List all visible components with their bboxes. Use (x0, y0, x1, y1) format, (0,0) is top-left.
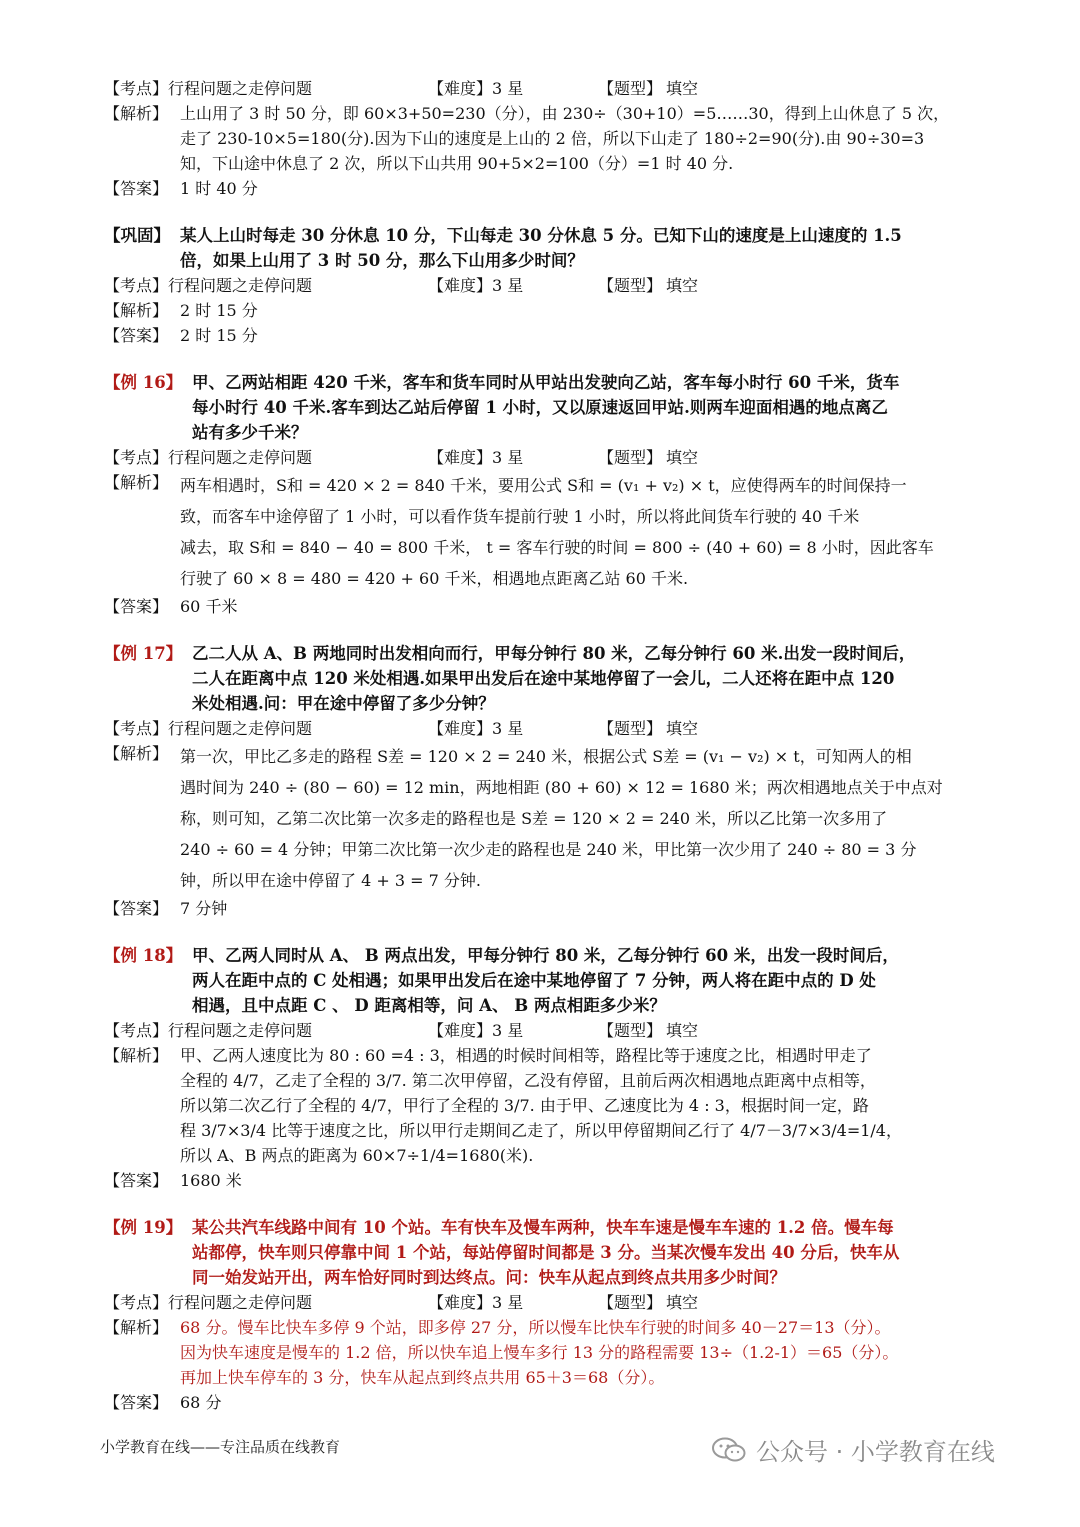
document-body (104, 76, 984, 1437)
page-footer: 小学教育在线——专注品质在线教育 (100, 1438, 341, 1456)
jiexi-row (104, 1043, 984, 1168)
kaodian-value: 行程问题之走停问题 (168, 448, 313, 467)
jiexi-line: 240 ÷ 60 = 4 分钟；甲第二次比第一次少走的路程也是 240 米，甲比第一次少用了 240 ÷ 80 = 3 分 (180, 840, 917, 859)
nandu-label: 【难度】 (428, 276, 493, 295)
question-line: 某人上山时每走 30 分休息 10 分，下山每走 30 分休息 5 分。已知下山的速度是上山速度的 1.5 (180, 226, 902, 245)
kaodian-value: 行程问题之走停问题 (168, 1021, 313, 1040)
kaodian-label: 【考点】 (104, 719, 169, 738)
question-line: 站都停，快车则只停靠中间 1 个站，每站停留时间都是 3 分。当某次慢车发出 40 分后，快车从 (192, 1243, 900, 1262)
tixing-value: 填空 (666, 448, 699, 467)
jiexi-line: 因为快车速度是慢车的 1.2 倍，所以快车追上慢车多行 13 分的路程需要 13÷（1.2-1）＝65（分）。 (180, 1343, 899, 1362)
jiexi-row (104, 470, 984, 594)
tixing-label: 【题型】 (598, 1021, 663, 1040)
kaodian-label: 【考点】 (104, 448, 169, 467)
tixing-label: 【题型】 (598, 448, 663, 467)
question-row (104, 1215, 984, 1290)
question-row (104, 370, 984, 445)
daan-label: 【答案】 (104, 1171, 169, 1190)
jiexi-line: 上山用了 3 时 50 分，即 60×3+50=230（分），由 230÷（30+10）=5……30，得到上山休息了 5 次， (180, 104, 950, 123)
jiexi-row (104, 101, 984, 176)
jiexi-line: 所以 A、B 两点的距离为 60×7÷1/4=1680(米). (180, 1146, 534, 1165)
jiexi-line: 第一次，甲比乙多走的路程 S差 = 120 × 2 = 240 米，根据公式 S差 = (v₁ − v₂) × t，可知两人的相 (180, 747, 912, 766)
tixing-value: 填空 (666, 276, 699, 295)
question-line: 二人在距离中点 120 米处相遇.如果甲出发后在途中某地停留了一会儿，二人还将在距中点 120 (192, 669, 895, 688)
jiexi-line: 再加上快车停车的 3 分，快车从起点到终点共用 65＋3＝68（分）。 (180, 1368, 665, 1387)
jiexi-line: 甲、乙两人速度比为 80 : 60 =4 : 3，相遇的时候时间相等，路程比等于速度之比，相遇时甲走了 (180, 1046, 872, 1065)
problem-block (104, 943, 984, 1193)
tixing-label: 【题型】 (598, 79, 663, 98)
daan-value: 68 分 (180, 1393, 222, 1412)
question-line: 甲、乙两站相距 420 千米，客车和货车同时从甲站出发驶向乙站，客车每小时行 60 千米，货车 (192, 373, 900, 392)
nandu-value: 3 星 (492, 1021, 524, 1040)
kaodian-label: 【考点】 (104, 1021, 169, 1040)
example-label: 【例 16】 (104, 373, 183, 392)
question-line: 每小时行 40 千米.客车到达乙站后停留 1 小时，又以原速返回甲站.则两车迎面相遇的地点离乙 (192, 398, 888, 417)
watermark-text: 公众号 · 小学教育在线 (756, 1438, 995, 1466)
nandu-value: 3 星 (492, 448, 524, 467)
nandu-value: 3 星 (492, 719, 524, 738)
jiexi-line: 全程的 4/7，乙走了全程的 3/7. 第二次甲停留，乙没有停留，且前后两次相遇地点距离中点相等， (180, 1071, 876, 1090)
jiexi-line: 程 3/7×3/4 比等于速度之比，所以甲行走期间乙走了，所以甲停留期间乙行了 4/7－3/7×3/4=1/4， (180, 1121, 902, 1140)
daan-row (104, 1168, 984, 1193)
problem-block (104, 223, 984, 348)
jiexi-label: 【解析】 (104, 744, 169, 763)
jiexi-line: 行驶了 60 × 8 = 480 = 420 + 60 千米，相遇地点距离乙站 60 千米. (180, 569, 689, 588)
jiexi-line: 致，而客车中途停留了 1 小时，可以看作货车提前行驶 1 小时，所以将此间货车行驶的 40 千米 (180, 507, 860, 526)
nandu-label: 【难度】 (428, 1293, 493, 1312)
question-line: 两人在距中点的 C 处相遇；如果甲出发后在途中某地停留了 7 分钟，两人将在距中点的 D 处 (192, 971, 876, 990)
question-line: 甲、乙两人同时从 A、 B 两点出发，甲每分钟行 80 米，乙每分钟行 60 米，出发一段时间后， (192, 946, 899, 965)
wechat-icon (712, 1437, 746, 1463)
daan-value: 1 时 40 分 (180, 179, 258, 198)
jiexi-line: 遇时间为 240 ÷ (80 − 60) = 12 min，两地相距 (80 + 60) × 12 = 1680 米；两次相遇地点关于中点对 (180, 778, 943, 797)
daan-label: 【答案】 (104, 1393, 169, 1412)
kaodian-value: 行程问题之走停问题 (168, 276, 313, 295)
jiexi-row (104, 741, 984, 896)
jiexi-label: 【解析】 (104, 1046, 169, 1065)
daan-row (104, 896, 984, 921)
meta-row (104, 1018, 984, 1043)
jiexi-line: 2 时 15 分 (180, 301, 258, 320)
question-row (104, 223, 984, 273)
tixing-value: 填空 (666, 1021, 699, 1040)
daan-value: 60 千米 (180, 597, 238, 616)
problem-block (104, 76, 984, 201)
tixing-value: 填空 (666, 719, 699, 738)
question-row (104, 641, 984, 716)
jiexi-line: 走了 230-10×5=180(分).因为下山的速度是上山的 2 倍，所以下山走了 180÷2=90(分).由 90÷30=3 (180, 129, 925, 148)
jiexi-line: 称，则可知，乙第二次比第一次多走的路程也是 S差 = 120 × 2 = 240 米，所以乙比第一次多用了 (180, 809, 888, 828)
daan-label: 【答案】 (104, 179, 169, 198)
jiexi-label: 【解析】 (104, 473, 169, 492)
nandu-label: 【难度】 (428, 1021, 493, 1040)
jiexi-line: 减去，取 S和 = 840 − 40 = 800 千米， t = 客车行驶的时间 = 800 ÷ (40 + 60) = 8 小时，因此客车 (180, 538, 934, 557)
kaodian-value: 行程问题之走停问题 (168, 1293, 313, 1312)
nandu-value: 3 星 (492, 276, 524, 295)
problem-block (104, 1215, 984, 1415)
kaodian-value: 行程问题之走停问题 (168, 79, 313, 98)
problem-block (104, 370, 984, 619)
meta-row (104, 76, 984, 101)
question-row (104, 943, 984, 1018)
question-line: 米处相遇.问：甲在途中停留了多少分钟？ (192, 694, 495, 713)
problem-block (104, 641, 984, 921)
daan-row (104, 176, 984, 201)
jiexi-line: 知，下山途中休息了 2 次，所以下山共用 90+5×2=100（分）=1 时 40 分. (180, 154, 734, 173)
jiexi-label: 【解析】 (104, 1318, 169, 1337)
nandu-label: 【难度】 (428, 719, 493, 738)
nandu-value: 3 星 (492, 1293, 524, 1312)
jiexi-line: 钟，所以甲在途中停留了 4 + 3 = 7 分钟. (180, 871, 481, 890)
kaodian-value: 行程问题之走停问题 (168, 719, 313, 738)
daan-value: 2 时 15 分 (180, 326, 258, 345)
tixing-label: 【题型】 (598, 719, 663, 738)
nandu-value: 3 星 (492, 79, 524, 98)
example-label: 【例 18】 (104, 946, 183, 965)
tixing-label: 【题型】 (598, 1293, 663, 1312)
kaodian-label: 【考点】 (104, 1293, 169, 1312)
jiexi-line: 两车相遇时，S和 = 420 × 2 = 840 千米，要用公式 S和 = (v₁ + v₂) × t，应使得两车的时间保持一 (180, 476, 907, 495)
gonggu-label: 【巩固】 (104, 226, 170, 245)
daan-row (104, 323, 984, 348)
watermark (712, 1432, 995, 1467)
jiexi-row (104, 298, 984, 323)
jiexi-line: 所以第二次乙行了全程的 4/7，甲行了全程的 3/7. 由于甲、乙速度比为 4 : 3，根据时间一定，路 (180, 1096, 869, 1115)
daan-label: 【答案】 (104, 899, 169, 918)
nandu-label: 【难度】 (428, 448, 493, 467)
daan-value: 7 分钟 (180, 899, 228, 918)
tixing-value: 填空 (666, 79, 699, 98)
meta-row (104, 445, 984, 470)
jiexi-label: 【解析】 (104, 104, 169, 123)
question-line: 同一始发站开出，两车恰好同时到达终点。问：快车从起点到终点共用多少时间？ (192, 1268, 786, 1287)
meta-row (104, 273, 984, 298)
question-line: 相遇，且中点距 C 、 D 距离相等，问 A、 B 两点相距多少米？ (192, 996, 666, 1015)
daan-value: 1680 米 (180, 1171, 242, 1190)
meta-row (104, 1290, 984, 1315)
nandu-label: 【难度】 (428, 79, 493, 98)
kaodian-label: 【考点】 (104, 79, 169, 98)
question-line: 站有多少千米？ (192, 423, 308, 442)
meta-row (104, 716, 984, 741)
daan-label: 【答案】 (104, 326, 169, 345)
tixing-value: 填空 (666, 1293, 699, 1312)
jiexi-row (104, 1315, 984, 1390)
example-label: 【例 17】 (104, 644, 183, 663)
question-line: 倍，如果上山用了 3 时 50 分，那么下山用多少时间？ (180, 251, 584, 270)
jiexi-line: 68 分。慢车比快车多停 9 个站，即多停 27 分，所以慢车比快车行驶的时间多 40－27＝13（分）。 (180, 1318, 891, 1337)
jiexi-label: 【解析】 (104, 301, 169, 320)
question-line: 乙二人从 A、B 两地同时出发相向而行，甲每分钟行 80 米，乙每分钟行 60 米.出发一段时间后， (192, 644, 916, 663)
kaodian-label: 【考点】 (104, 276, 169, 295)
example-label: 【例 19】 (104, 1218, 183, 1237)
tixing-label: 【题型】 (598, 276, 663, 295)
question-line: 某公共汽车线路中间有 10 个站。车有快车及慢车两种，快车车速是慢车车速的 1.2 倍。慢车每 (192, 1218, 894, 1237)
daan-label: 【答案】 (104, 597, 169, 616)
daan-row (104, 1390, 984, 1415)
daan-row (104, 594, 984, 619)
